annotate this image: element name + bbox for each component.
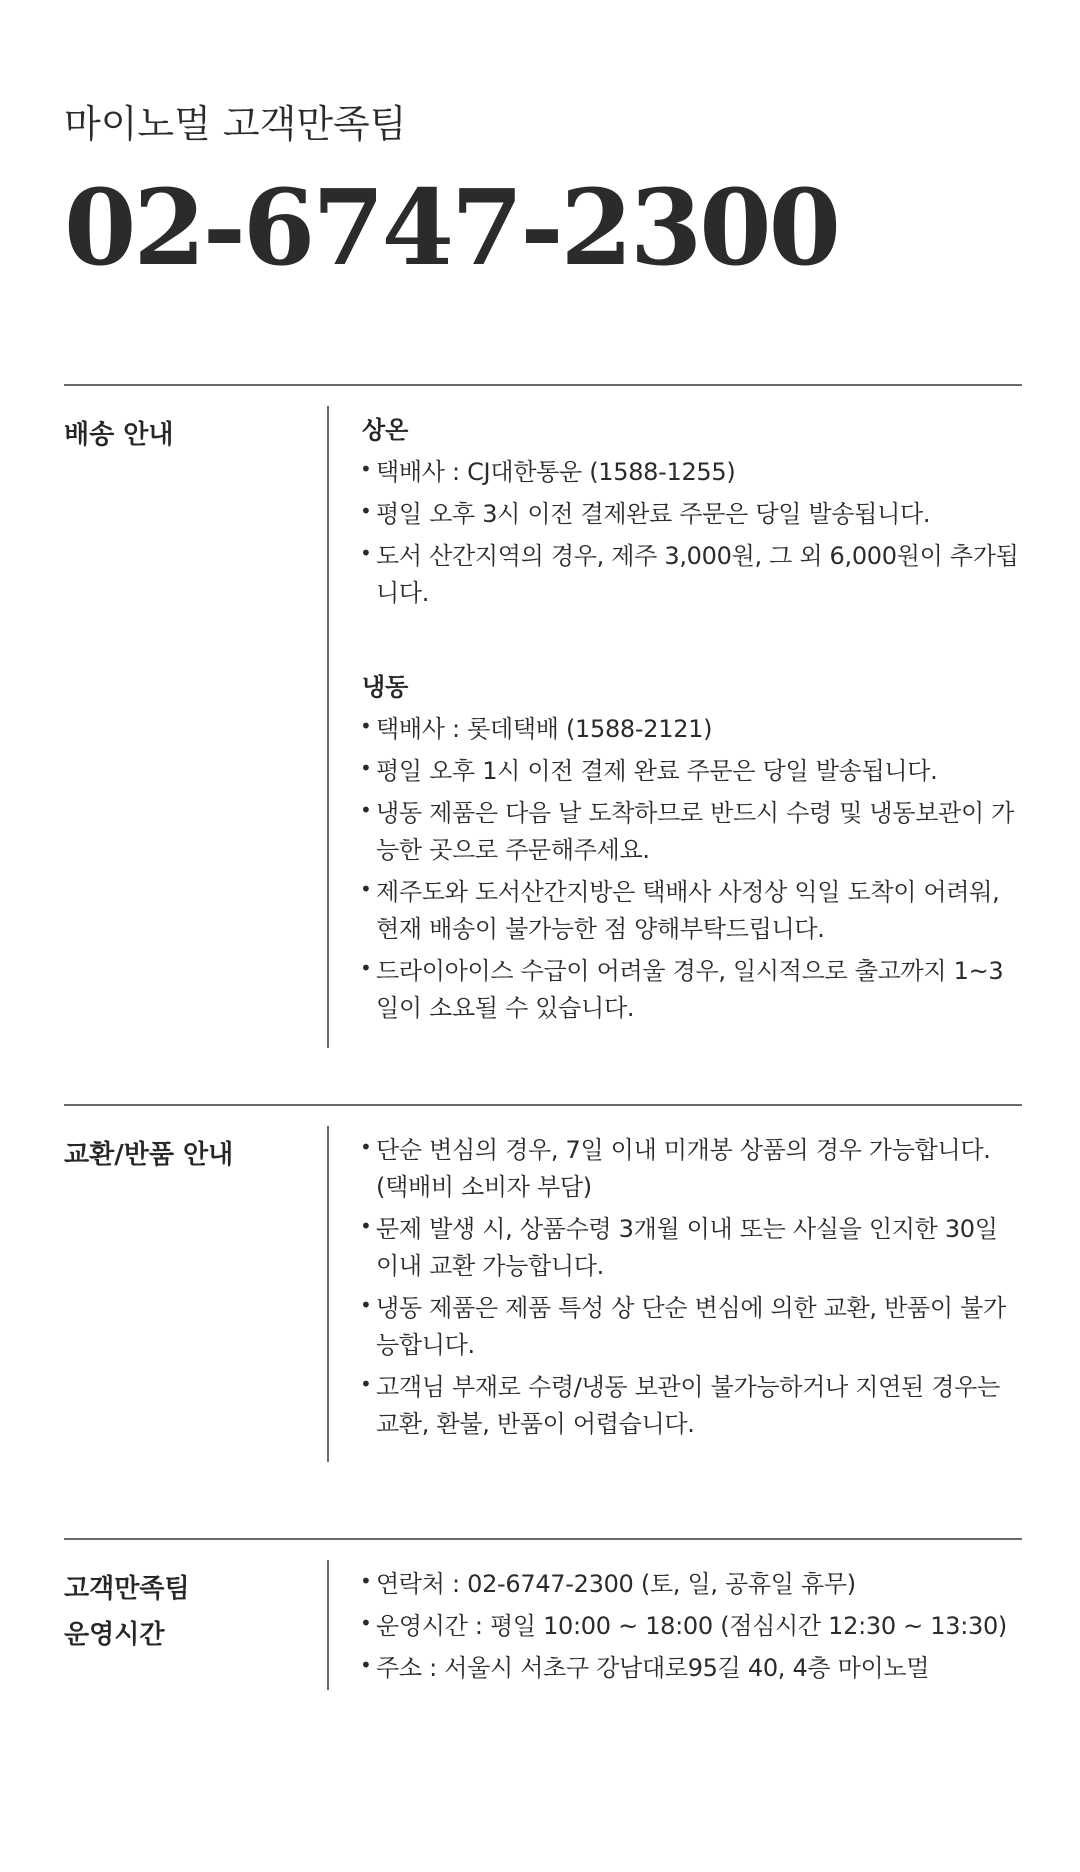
spacer	[362, 617, 1022, 669]
hours-content	[362, 1566, 1022, 1692]
list-item: • 문제 발생 시, 상품수령 3개월 이내 또는 사실을 인지한 30일 이내 교환 가능합니다.	[362, 1211, 1022, 1285]
list-item: • 도서 산간지역의 경우, 제주 3,000원, 그 외 6,000원이 추가됩니다.	[362, 538, 1022, 612]
hours-title	[64, 1566, 190, 1658]
hours-divider	[327, 1560, 329, 1690]
list-item: • 운영시간 : 평일 10:00 ~ 18:00 (점심시간 12:30 ~ 13:30)	[362, 1608, 1022, 1645]
hours-title-line1: 고객만족팀	[64, 1574, 190, 1604]
team-name: 마이노멀 고객만족팀	[64, 102, 407, 146]
exchange-divider	[327, 1126, 329, 1462]
exchange-content	[362, 1132, 1022, 1448]
exchange-section	[64, 1104, 1022, 1456]
list-item: • 택배사 : 롯데택배 (1588-2121)	[362, 711, 1022, 748]
list-item: • 제주도와 도서산간지방은 택배사 사정상 익일 도착이 어려워, 현재 배송이 불가능한 점 양해부탁드립니다.	[362, 874, 1022, 948]
shipping-divider	[327, 406, 329, 1048]
list-item: • 냉동 제품은 제품 특성 상 단순 변심에 의한 교환, 반품이 불가능합니다.	[362, 1290, 1022, 1364]
hours-title-line2: 운영시간	[64, 1620, 165, 1650]
list-item: • 연락처 : 02-6747-2300 (토, 일, 공휴일 휴무)	[362, 1566, 1022, 1603]
shipping-content	[362, 412, 1022, 1032]
shipping-title: 배송 안내	[64, 420, 174, 450]
list-item: • 드라이아이스 수급이 어려울 경우, 일시적으로 출고까지 1~3일이 소요될 수 있습니다.	[362, 953, 1022, 1027]
list-item: • 택배사 : CJ대한통운 (1588-1255)	[362, 454, 1022, 491]
frozen-label: 냉동	[362, 673, 409, 701]
list-item: • 주소 : 서울시 서초구 강남대로95길 40, 4층 마이노멀	[362, 1650, 1022, 1687]
list-item: • 냉동 제품은 다음 날 도착하므로 반드시 수령 및 냉동보관이 가능한 곳으로 주문해주세요.	[362, 795, 1022, 869]
hours-section	[64, 1538, 1022, 1700]
list-item: • 평일 오후 1시 이전 결제 완료 주문은 당일 발송됩니다.	[362, 753, 1022, 790]
list-item: • 단순 변심의 경우, 7일 이내 미개봉 상품의 경우 가능합니다. (택배비 소비자 부담)	[362, 1132, 1022, 1206]
shipping-section	[64, 384, 1022, 1026]
header	[64, 100, 838, 288]
list-item: • 평일 오후 3시 이전 결제완료 주문은 당일 발송됩니다.	[362, 496, 1022, 533]
list-item: • 고객님 부재로 수령/냉동 보관이 불가능하거나 지연된 경우는 교환, 환불, 반품이 어렵습니다.	[362, 1369, 1022, 1443]
phone-number: 02-6747-2300	[64, 166, 838, 289]
exchange-title: 교환/반품 안내	[64, 1140, 234, 1170]
room-temp-label: 상온	[362, 416, 409, 444]
